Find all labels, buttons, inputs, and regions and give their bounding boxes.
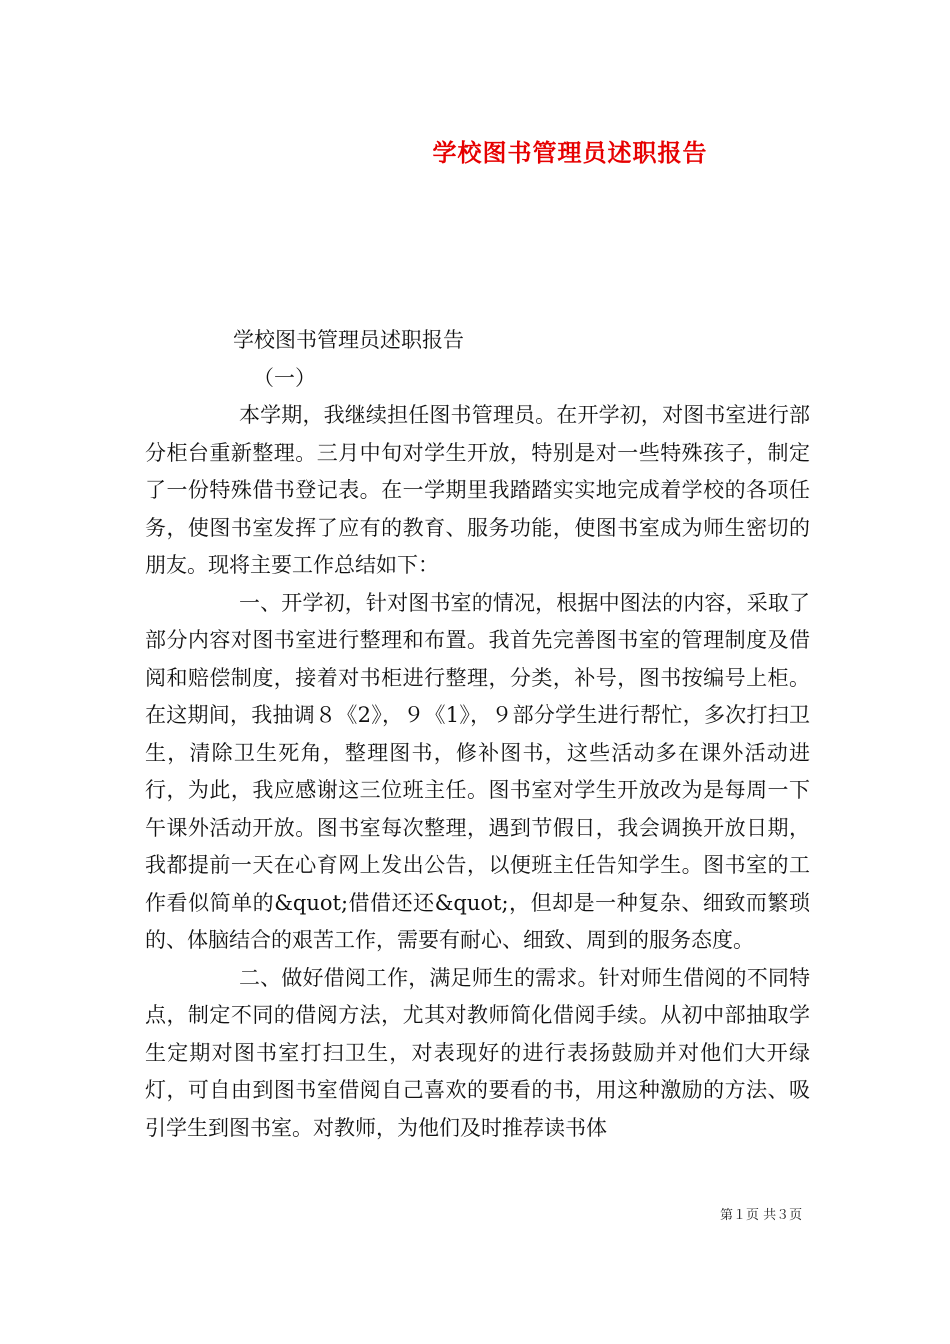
paragraph-section-two: 二、做好借阅工作，满足师生的需求。针对师生借阅的不同特点，制定不同的借阅方法，尤其对教师简化借阅手续。从初中部抽取学生定期对图书室打扫卫生，对表现好的进行表扬鼓励并对他们大开绿灯，可自由到图书室借阅自己喜欢的要看的书，用这种激励的方法、吸引学生到图书室。对教师，为他们及时推荐读书体 bbox=[145, 965, 810, 1140]
paragraph-section-one: 一、开学初，针对图书室的情况，根据中图法的内容，采取了部分内容对图书室进行整理和布置。我首先完善图书室的管理制度及借阅和赔偿制度，接着对书柜进行整理，分类，补号，图书按编号上柜。在这期间，我抽调８《2》，９《1》，９部分学生进行帮忙，多次打扫卫生，清除卫生死角，整理图书，修补图书，这些活动多在课外活动进行，为此，我应感谢这三位班主任。图书室对学生开放改为是每周一下午课外活动开放。图书室每次整理，遇到节假日，我会调换开放日期，我都提前一天在心育网上发出公告，以便班主任告知学生。图书室的工作看似简单的&quot;借借还还&quot;，但却是一种复杂、细致而繁琐的、体脑结合的艰苦工作，需要有耐心、细致、周到的服务态度。 bbox=[145, 590, 810, 952]
document-body bbox=[145, 322, 810, 1147]
page-footer: 第１页 共３页 bbox=[720, 1208, 803, 1223]
document-title: 学校图书管理员述职报告 bbox=[432, 138, 708, 167]
paragraph-intro: 本学期，我继续担任图书管理员。在开学初，对图书室进行部分柜台重新整理。三月中旬对学生开放，特别是对一些特殊孩子，制定了一份特殊借书登记表。在一学期里我踏踏实实地完成着学校的各项任务，使图书室发挥了应有的教育、服务功能，使图书室成为师生密切的朋友。现将主要工作总结如下： bbox=[145, 403, 810, 577]
document-subtitle: 学校图书管理员述职报告 bbox=[233, 328, 464, 352]
section-number: （一） bbox=[253, 365, 316, 390]
